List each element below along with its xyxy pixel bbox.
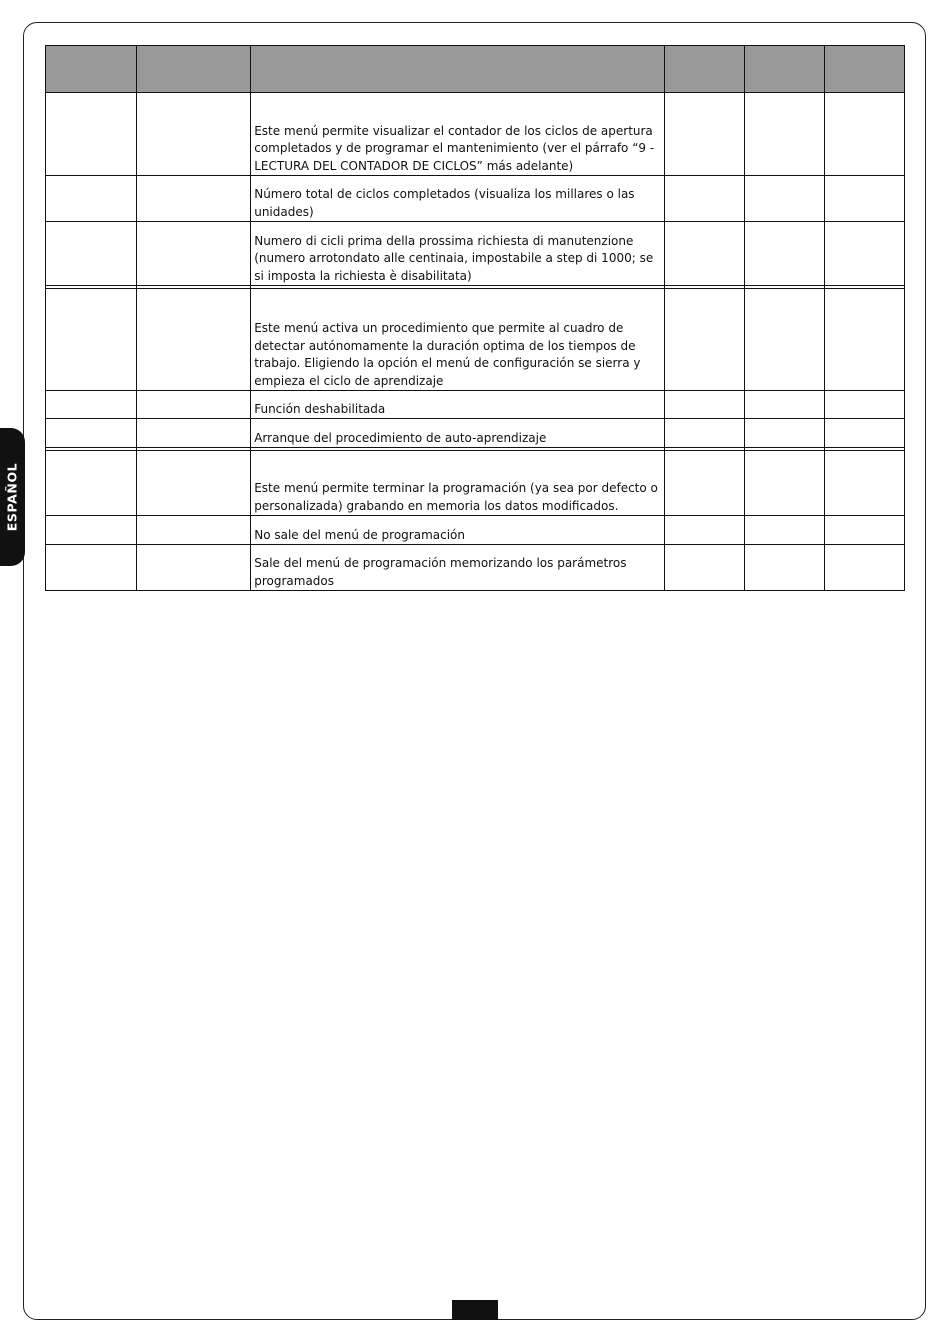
code-cell [46,516,137,545]
value-cell [744,419,824,448]
value-cell [744,176,824,222]
name-cell [137,391,251,419]
value-cell [664,93,744,176]
value-cell [664,391,744,419]
table-header-row [46,46,905,93]
name-cell [137,545,251,591]
name-cell [137,93,251,176]
value-cell [664,451,744,516]
value-cell [824,289,904,391]
header-cell-3 [251,46,664,93]
table-row [46,451,905,516]
parameters-table [45,45,905,591]
table-row [46,545,905,591]
description-cell: Función deshabilitada [251,391,664,419]
table-row [46,222,905,286]
code-cell [46,222,137,286]
code-cell [46,176,137,222]
name-cell [137,451,251,516]
description-cell: No sale del menú de programación [251,516,664,545]
code-cell [46,451,137,516]
name-cell [137,289,251,391]
table-row [46,176,905,222]
value-cell [744,222,824,286]
code-cell [46,289,137,391]
table-row [46,516,905,545]
header-cell-4 [664,46,744,93]
value-cell [824,451,904,516]
name-cell [137,419,251,448]
table-row [46,391,905,419]
value-cell [664,176,744,222]
page-number-box [452,1300,498,1320]
value-cell [824,222,904,286]
description-cell: Numero di cicli prima della prossima richiesta di manutenzione (numero arrotondato alle centinaia, impostabile a step di 1000; se si imposta la richiesta è disabilitata) [251,222,664,286]
name-cell [137,222,251,286]
name-cell [137,176,251,222]
header-cell-5 [744,46,824,93]
code-cell [46,93,137,176]
description-cell: Sale del menú de programación memorizando los parámetros programados [251,545,664,591]
description-cell: Este menú permite visualizar el contador de los ciclos de apertura completados y de programar el mantenimiento (ver el párrafo “9 - LECTURA DEL CONTADOR DE CICLOS” más adelante) [251,93,664,176]
value-cell [744,451,824,516]
value-cell [824,391,904,419]
language-side-tab-label: ESPAÑOL [4,462,20,532]
code-cell [46,391,137,419]
header-cell-6 [824,46,904,93]
table-row [46,419,905,448]
value-cell [664,545,744,591]
value-cell [824,419,904,448]
value-cell [664,289,744,391]
value-cell [824,516,904,545]
header-cell-2 [137,46,251,93]
description-cell: Este menú activa un procedimiento que permite al cuadro de detectar autónomamente la duración optima de los tiempos de trabajo. Eligiendo la opción el menú de configuración se sierra y empieza el ciclo de aprendizaje [251,289,664,391]
table-row [46,93,905,176]
value-cell [824,545,904,591]
value-cell [664,222,744,286]
value-cell [664,516,744,545]
value-cell [664,419,744,448]
value-cell [744,93,824,176]
code-cell [46,545,137,591]
description-cell: Arranque del procedimiento de auto-aprendizaje [251,419,664,448]
table-row [46,289,905,391]
value-cell [824,176,904,222]
value-cell [824,93,904,176]
value-cell [744,391,824,419]
header-cell-1 [46,46,137,93]
value-cell [744,516,824,545]
value-cell [744,545,824,591]
value-cell [744,289,824,391]
name-cell [137,516,251,545]
description-cell: Número total de ciclos completados (visualiza los millares o las unidades) [251,176,664,222]
description-cell: Este menú permite terminar la programación (ya sea por defecto o personalizada) grabando en memoria los datos modificados. [251,451,664,516]
code-cell [46,419,137,448]
